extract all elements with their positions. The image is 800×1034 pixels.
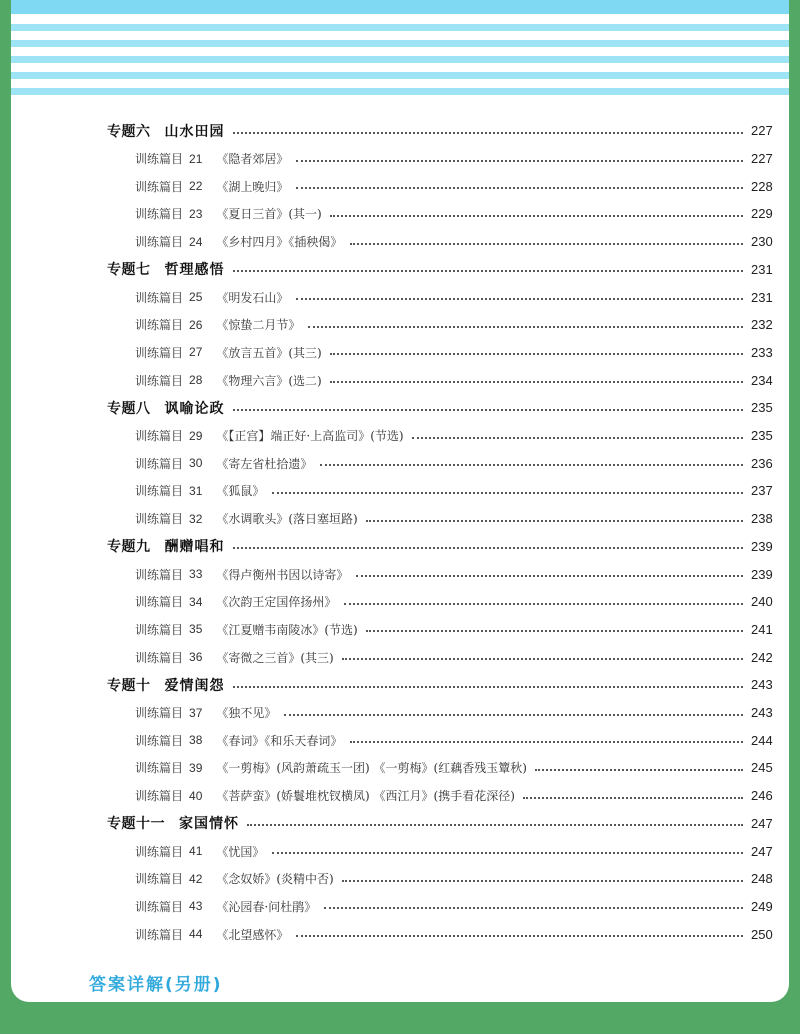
leader-dots [296,160,743,162]
leader-dots [342,880,743,882]
toc-entry-heading [11,566,348,583]
page-number: 249 [751,898,773,914]
page-number: 231 [751,289,773,305]
toc-entry-heading [11,398,225,418]
item-title: 《寄左省杜拾遗》 [216,456,313,471]
toc-entry-heading [11,344,322,361]
item-number: 25 [189,290,203,305]
page-number: 231 [751,261,773,277]
leader-dots [366,520,743,522]
item-number: 21 [189,151,203,166]
item-number: 43 [189,899,203,914]
toc-entry-heading [11,621,358,638]
toc-item-row[interactable] [11,449,789,477]
toc-item-row[interactable] [11,699,789,727]
toc-item-row[interactable] [11,865,789,893]
leader-dots [296,187,743,189]
header-stripe [11,72,789,79]
item-number: 26 [189,317,203,332]
answer-note: 答案详解(另册) [89,975,223,995]
toc-entry-heading [11,813,239,833]
item-number: 29 [189,428,203,443]
page-number: 250 [751,926,773,942]
item-title: 《隐者郊居》 [216,152,289,167]
item-label: 训练篇目 [135,318,184,333]
toc-entry-heading [11,482,264,499]
leader-dots [342,658,743,660]
item-label: 训练篇目 [135,872,184,887]
toc-entry-heading [11,455,312,472]
leader-dots [324,907,743,909]
leader-dots [366,630,743,632]
leader-dots [344,603,743,605]
topic-title: 酬赠唱和 [164,539,225,556]
toc-item-row[interactable] [11,920,789,948]
item-number: 35 [189,622,203,637]
topic-title: 哲理感悟 [164,262,225,279]
item-title: 《夏日三首》(其一) [216,207,322,222]
item-number: 40 [189,788,203,803]
toc-item-row[interactable] [11,283,789,311]
toc-entry-heading [11,205,322,222]
item-label: 训练篇目 [135,622,184,637]
item-title: 《惊蛰二月节》 [216,318,301,333]
leader-dots [350,741,743,743]
item-title: 《沁园春·问杜鹃》 [216,899,317,914]
toc-item-row[interactable] [11,616,789,644]
item-number: 36 [189,650,203,665]
toc-item-row[interactable] [11,477,789,505]
page-number: 243 [751,677,773,693]
leader-dots [535,769,743,771]
toc-item-row[interactable] [11,200,789,228]
toc-item-row[interactable] [11,588,789,616]
item-label: 训练篇目 [135,844,184,859]
toc-entry-heading [11,843,264,860]
page-number: 227 [751,123,773,139]
item-label: 训练篇目 [135,373,184,388]
item-title: 《寄微之三首》(其三) [216,650,334,665]
toc-entry-heading [11,732,342,749]
item-number: 41 [189,844,203,859]
toc-item-row[interactable] [11,643,789,671]
page-number: 236 [751,455,773,471]
page-number: 245 [751,760,773,776]
item-number: 32 [189,511,203,526]
toc-entry-heading [11,759,527,776]
item-number: 39 [189,760,203,775]
page-number: 247 [751,815,773,831]
toc-item-row[interactable] [11,339,789,367]
leader-dots [272,852,743,854]
item-label: 训练篇目 [135,927,184,942]
item-title: 《水调歌头》(落日塞垣路) [216,512,358,527]
item-title: 《北望感怀》 [216,927,289,942]
toc-entry-heading [11,259,225,279]
toc-entry-heading [11,675,225,695]
document-page [11,0,789,1002]
toc-entry-heading [11,316,300,333]
topic-title: 讽喻论政 [164,400,225,417]
toc-entry-heading [11,787,515,804]
item-number: 22 [189,179,203,194]
leader-dots [233,270,744,272]
topic-title: 山水田园 [164,123,225,140]
page-number: 230 [751,234,773,250]
toc-item-row[interactable] [11,172,789,200]
item-number: 31 [189,483,203,498]
topic-title: 爱情闺怨 [164,677,225,694]
toc-entry-heading [11,510,358,527]
toc-item-row[interactable] [11,754,789,782]
toc-topic-row[interactable] [11,117,789,145]
toc-topic-row[interactable] [11,671,789,699]
leader-dots [233,132,744,134]
item-label: 训练篇目 [135,789,184,804]
item-title: 《明发石山》 [216,290,289,305]
leader-dots [296,935,743,937]
item-title: 《忧国》 [216,844,265,859]
page-number: 240 [751,594,773,610]
leader-dots [233,686,744,688]
item-number: 24 [189,234,203,249]
page-number: 237 [751,483,773,499]
item-label: 训练篇目 [135,290,184,305]
item-label: 训练篇目 [135,512,184,527]
page-number: 242 [751,649,773,665]
item-title: 《菩萨蛮》(娇鬟堆枕钗横凤) 《西江月》(携手看花深径) [216,789,515,804]
item-label: 训练篇目 [135,207,184,222]
toc-entry-heading [11,121,225,141]
toc-item-row[interactable] [11,782,789,810]
leader-dots [350,243,743,245]
toc-entry-heading [11,649,334,666]
topic-title: 家国情怀 [179,816,239,833]
item-label: 训练篇目 [135,733,184,748]
toc-entry-heading [11,704,276,721]
item-label: 训练篇目 [135,899,184,914]
toc-topic-row[interactable] [11,394,789,422]
leader-dots [233,547,744,549]
toc-entry-heading [11,536,225,556]
item-number: 44 [189,927,203,942]
toc-item-row[interactable] [11,228,789,256]
topic-label: 专题十 [107,677,151,694]
header-stripe [11,88,789,95]
item-number: 27 [189,345,203,360]
item-label: 训练篇目 [135,179,184,194]
item-number: 38 [189,733,203,748]
item-label: 训练篇目 [135,345,184,360]
leader-dots [284,714,743,716]
toc-item-row[interactable] [11,145,789,173]
page-number: 235 [751,400,773,416]
page-number: 246 [751,788,773,804]
page-number: 232 [751,317,773,333]
item-number: 37 [189,705,203,720]
item-title: 《念奴娇》(炎精中否) [216,872,334,887]
item-label: 训练篇目 [135,761,184,776]
header-stripe [11,56,789,63]
page-number: 238 [751,511,773,527]
topic-label: 专题八 [107,400,151,417]
page-number: 234 [751,372,773,388]
toc-entry-heading [11,898,316,915]
leader-dots [523,797,743,799]
item-title: 《春词》《和乐天春词》 [216,733,343,748]
item-number: 33 [189,567,203,582]
page-number: 248 [751,871,773,887]
item-label: 训练篇目 [135,152,184,167]
page-number: 235 [751,428,773,444]
leader-dots [330,215,743,217]
topic-label: 专题十一 [107,816,165,833]
toc-entry-heading [11,427,404,444]
item-label: 训练篇目 [135,595,184,610]
leader-dots [356,575,743,577]
toc-topic-row[interactable] [11,810,789,838]
toc-item-row[interactable] [11,366,789,394]
page-number: 227 [751,151,773,167]
toc-entry-heading [11,926,288,943]
item-title: 《江夏赠韦南陵冰》(节选) [216,622,358,637]
topic-label: 专题七 [107,262,151,279]
item-label: 训练篇目 [135,429,184,444]
toc-item-row[interactable] [11,422,789,450]
toc-entry-heading [11,870,334,887]
item-label: 训练篇目 [135,706,184,721]
item-label: 训练篇目 [135,484,184,499]
page-number: 228 [751,178,773,194]
leader-dots [308,326,743,328]
toc-item-row[interactable] [11,837,789,865]
item-number: 34 [189,594,203,609]
toc-item-row[interactable] [11,560,789,588]
header-band [11,0,789,14]
item-number: 42 [189,871,203,886]
toc-entry-heading [11,150,288,167]
page-number: 243 [751,705,773,721]
page-header-decoration [11,0,789,100]
item-title: 《放言五首》(其三) [216,345,322,360]
header-stripe [11,24,789,31]
item-title: 《物理六言》(选二) [216,373,322,388]
leader-dots [330,353,743,355]
item-title: 《一剪梅》(风韵萧疏玉一团) 《一剪梅》(红藕香残玉簟秋) [216,761,527,776]
leader-dots [330,381,743,383]
toc-topic-row[interactable] [11,533,789,561]
page-number: 241 [751,621,773,637]
item-title: 《【正宫】端正好·上高监司》(节选) [216,429,404,444]
header-stripe [11,40,789,47]
toc-entry-heading [11,289,288,306]
page-number: 239 [751,538,773,554]
page-number: 233 [751,344,773,360]
toc-entry-heading [11,178,288,195]
page-number: 239 [751,566,773,582]
toc-entry-heading [11,233,342,250]
toc-item-row[interactable] [11,505,789,533]
item-title: 《湖上晚归》 [216,179,289,194]
item-title: 《得卢衡州书因以诗寄》 [216,567,349,582]
leader-dots [320,464,743,466]
page-number: 247 [751,843,773,859]
item-label: 训练篇目 [135,650,184,665]
toc-item-row[interactable] [11,311,789,339]
toc-item-row[interactable] [11,726,789,754]
leader-dots [233,409,744,411]
leader-dots [412,437,743,439]
leader-dots [247,824,743,826]
page-number: 244 [751,732,773,748]
toc-entry-heading [11,372,322,389]
item-label: 训练篇目 [135,235,184,250]
item-title: 《乡村四月》《插秧偈》 [216,235,343,250]
leader-dots [296,298,743,300]
topic-label: 专题六 [107,123,151,140]
page-number: 229 [751,206,773,222]
item-label: 训练篇目 [135,567,184,582]
item-number: 23 [189,206,203,221]
item-number: 30 [189,456,203,471]
item-title: 《独不见》 [216,706,277,721]
topic-label: 专题九 [107,539,151,556]
leader-dots [272,492,743,494]
toc-topic-row[interactable] [11,256,789,284]
item-label: 训练篇目 [135,456,184,471]
item-number: 28 [189,373,203,388]
toc-item-row[interactable] [11,893,789,921]
item-title: 《狐鼠》 [216,484,265,499]
item-title: 《次韵王定国倅扬州》 [216,595,337,610]
toc-entry-heading [11,593,336,610]
